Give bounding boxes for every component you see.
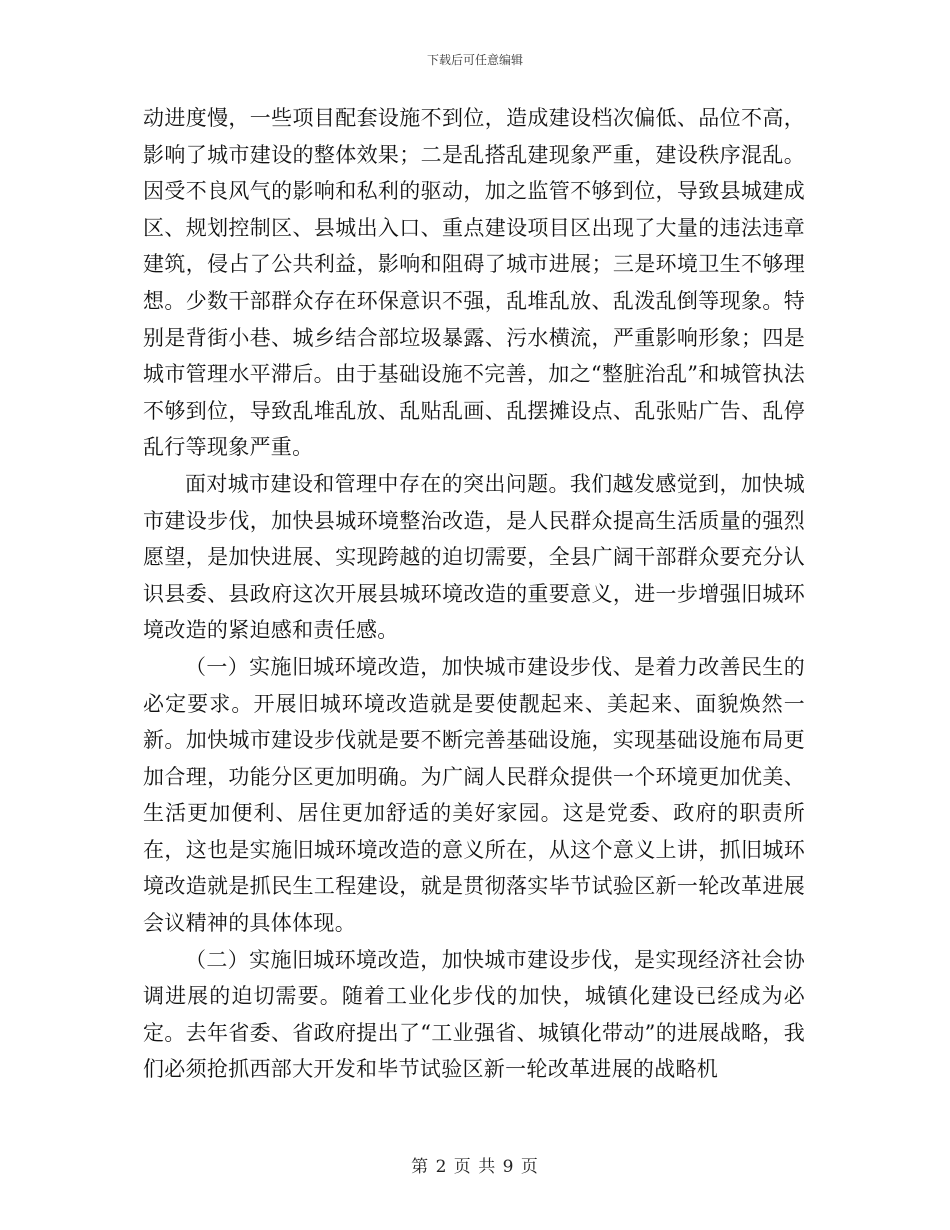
document-body	[143, 100, 805, 1088]
page-number: 第 2 页 共 9 页	[411, 1157, 539, 1177]
paragraph-continuation: 动进度慢，一些项目配套设施不到位，造成建设档次偏低、品位不高，影响了城市建设的整体效果；二是乱搭乱建现象严重，建设秩序混乱。因受不良风气的影响和私利的驱动，加之监管不够到位，导致县城建成区、规划控制区、县城出入口、重点建设项目区出现了大量的违法违章建筑，侵占了公共利益，影响和阻碍了城市进展；三是环境卫生不够理想。少数干部群众存在环保意识不强，乱堆乱放、乱泼乱倒等现象。特别是背街小巷、城乡结合部垃圾暴露、污水横流，严重影响形象；四是城市管理水平滞后。由于基础设施不完善，加之“整脏治乱”和城管执法不够到位，导致乱堆乱放、乱贴乱画、乱摆摊设点、乱张贴广告、乱停乱行等现象严重。	[143, 106, 805, 460]
page-footer	[0, 1156, 950, 1178]
header-note: 下载后可任意编辑	[426, 53, 523, 67]
paragraph-problems-response: 面对城市建设和管理中存在的突出问题。我们越发感觉到，加快城市建设步伐，加快县城环境整治改造，是人民群众提高生活质量的强烈愿望，是加快进展、实现跨越的迫切需要，全县广阔干部群众要充分认识县委、县政府这次开展县城环境改造的重要意义，进一步增强旧城环境改造的紧迫感和责任感。	[143, 471, 805, 643]
paragraph-point-two: （二）实施旧城环境改造，加快城市建设步伐，是实现经济社会协调进展的迫切需要。随着工业化步伐的加快，城镇化建设已经成为必定。去年省委、省政府提出了“工业强省、城镇化带动”的进展战略，我们必须抢抓西部大开发和毕节试验区新一轮改革进展的战略机	[143, 947, 805, 1082]
page-header	[0, 52, 950, 68]
paragraph-point-one: （一）实施旧城环境改造，加快城市建设步伐、是着力改善民生的必定要求。开展旧城环境改造就是要使靓起来、美起来、面貌焕然一新。加快城市建设步伐就是要不断完善基础设施，实现基础设施布局更加合理，功能分区更加明确。为广阔人民群众提供一个环境更加优美、生活更加便利、居住更加舒适的美好家园。这是党委、政府的职责所在，这也是实施旧城环境改造的意义所在，从这个意义上讲，抓旧城环境改造就是抓民生工程建设，就是贯彻落实毕节试验区新一轮改革进展会议精神的具体体现。	[143, 654, 805, 936]
